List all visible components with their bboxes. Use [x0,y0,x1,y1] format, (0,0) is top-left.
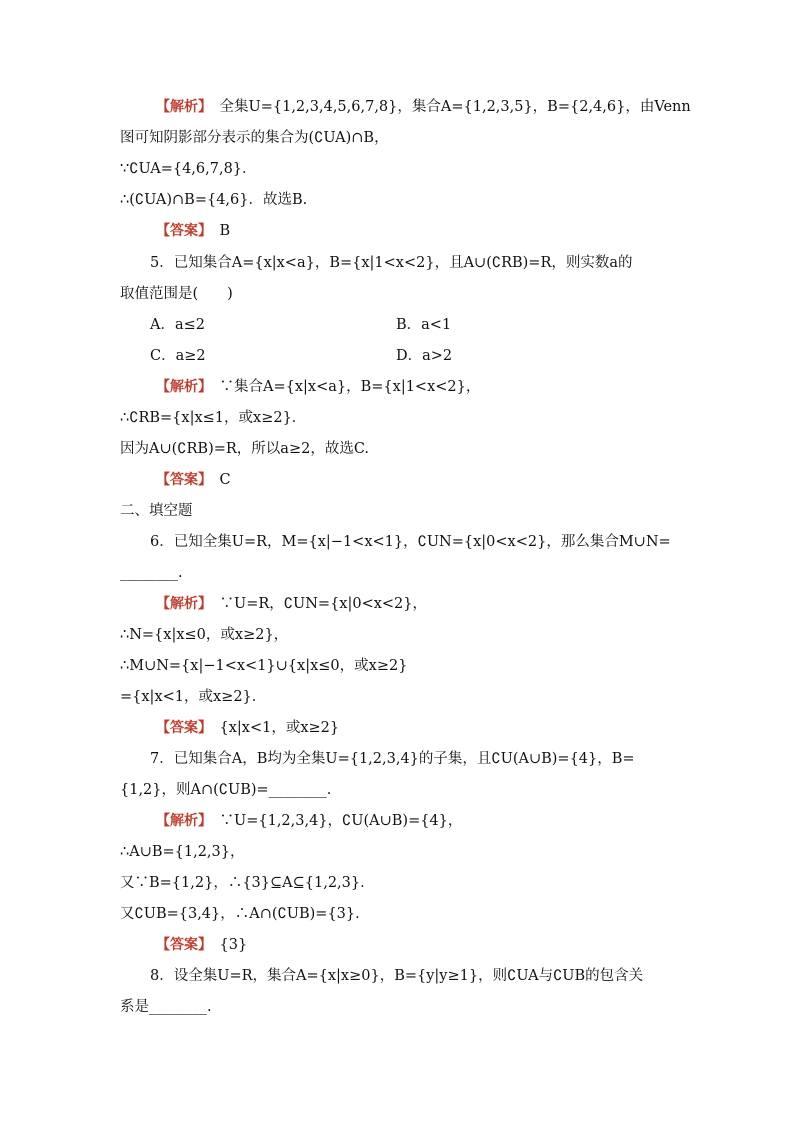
question-8-line: 8．设全集U=R，集合A={x|x≥0}，B={y|y≥1}，则∁UA与∁UB的包含关 [150,968,644,984]
choice-d: D．a>2 [396,348,453,364]
solution-line: ∴∁RB={x|x≤1，或x≥2}． [120,410,307,426]
question-6-line: 6．已知全集U=R，M={x|−1<x<1}，∁UN={x|0<x<2}，那么集合M∪N= [150,534,671,550]
answer-value: C [205,472,231,488]
solution-line: 又∵B={1,2}，∴{3}⊆A⊆{1,2,3}． [120,875,375,891]
answer-line [156,469,231,491]
solution-line: 图可知阴影部分表示的集合为(∁UA)∩B， [120,130,389,146]
choice-row [150,345,750,367]
question-5-line: 取值范围是( ) [120,286,233,302]
question-7-line: {1,2}，则A∩(∁UB)=________. [120,782,332,798]
answer-tag: 【答案】 [156,720,205,736]
text-segment: ∵集合A={x|x<a}，B={x|1<x<2}， [205,379,481,395]
answer-value: {3} [205,937,248,953]
answer-line [156,717,339,739]
question-7-line: 7．已知集合A，B均为全集U={1,2,3,4}的子集，且∁U(A∪B)={4}，B= [150,751,635,767]
choice-a: A．a≤2 [150,317,205,333]
answer-tag: 【答案】 [156,937,205,953]
answer-line [156,220,230,242]
solution-line [156,96,691,118]
solution-line [156,593,427,615]
answer-tag: 【答案】 [156,472,205,488]
question-8-line: 系是________. [120,999,212,1015]
choice-row [150,314,750,336]
solution-line: ={x|x<1，或x≥2}． [120,689,267,705]
solution-line: ∵∁UA={4,6,7,8}． [120,161,257,177]
text-segment: 全集U={1,2,3,4,5,6,7,8}，集合A={1,2,3,5}，B={2,4,6}，由Venn [205,99,691,115]
solution-line: ∴M∪N={x|−1<x<1}∪{x|x≤0，或x≥2} [120,658,408,674]
solution-line [156,376,480,398]
solution-line: 因为A∪(∁RB)=R，所以a≥2，故选C. [120,441,370,457]
solution-line: 又∁UB={3,4}，∴A∩(∁UB)={3}． [120,906,370,922]
answer-tag: 【答案】 [156,223,205,239]
analysis-tag: 【解析】 [156,813,205,829]
choice-b: B．a<1 [396,317,452,333]
analysis-tag: 【解析】 [156,99,205,115]
solution-line: ∴(∁UA)∩B={4,6}．故选B. [120,192,308,208]
solution-line: ∴A∪B={1,2,3}， [120,844,245,860]
answer-line [156,934,247,956]
question-5-line: 5．已知集合A={x|x<a}，B={x|1<x<2}，且A∪(∁RB)=R，则实数a的 [150,255,633,271]
answer-value: B [205,223,231,239]
solution-line: ∴N={x|x≤0，或x≥2}， [120,627,289,643]
answer-value: {x|x<1，或x≥2} [205,720,340,736]
text-segment: ∵U=R，∁UN={x|0<x<2}， [205,596,428,612]
question-6-line: ________. [120,565,183,581]
section-heading: 二、填空题 [120,503,193,519]
analysis-tag: 【解析】 [156,596,205,612]
choice-c: C．a≥2 [150,348,206,364]
text-segment: ∵U={1,2,3,4}，∁U(A∪B)={4}， [205,813,463,829]
solution-line [156,810,462,832]
analysis-tag: 【解析】 [156,379,205,395]
